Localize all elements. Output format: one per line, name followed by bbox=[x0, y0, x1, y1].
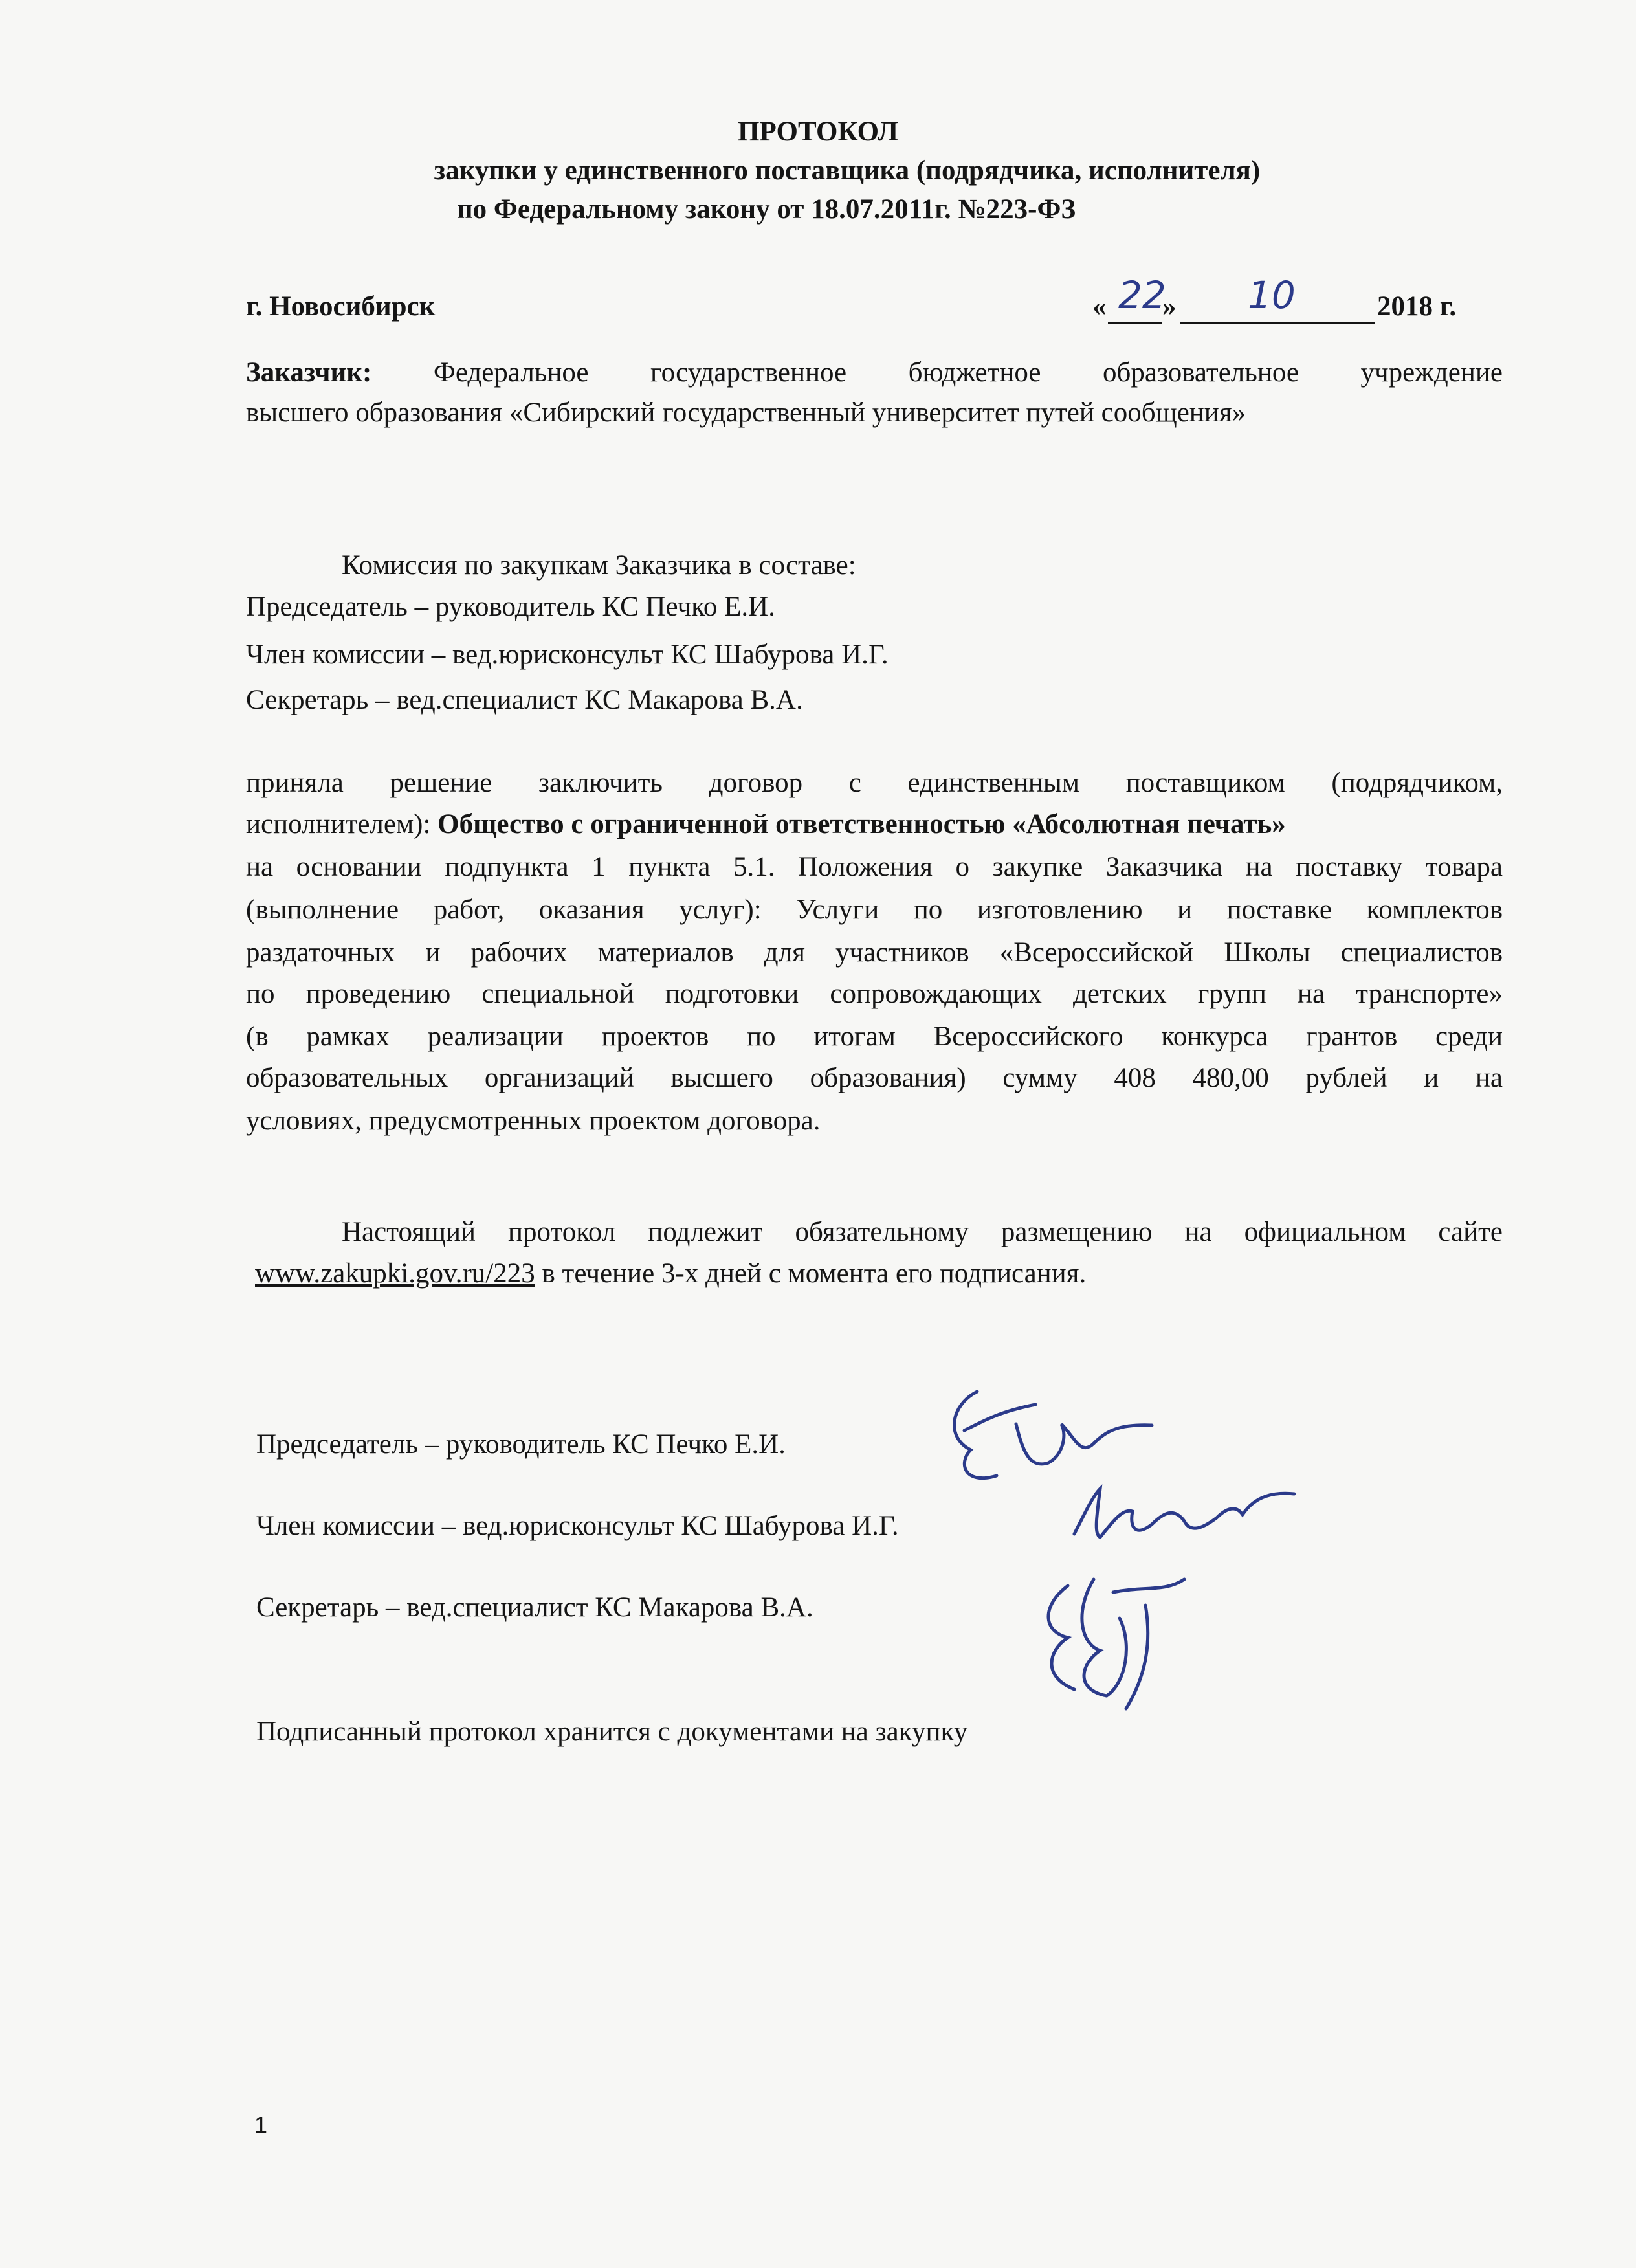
decision-line-7: (в рамках реализации проектов по итогам Всероссийского конкурса грантов среди bbox=[246, 1021, 1503, 1052]
doc-subtitle-1: закупки у единственного поставщика (подрядчика, исполнителя) bbox=[434, 155, 1261, 186]
customer-label: Заказчик: bbox=[246, 357, 372, 388]
decision-prefix: исполнителем): bbox=[246, 809, 431, 839]
date-quote-close: » bbox=[1162, 291, 1177, 322]
doc-title: ПРОТОКОЛ bbox=[738, 117, 898, 147]
decision-line-1: приняла решение заключить договор с единственным поставщиком (подрядчиком, bbox=[246, 768, 1503, 798]
customer-line-1 bbox=[246, 356, 1503, 390]
member-signature-handwritten bbox=[1061, 1482, 1307, 1547]
commission-secretary: Секретарь – вед.специалист КС Макарова В.А. bbox=[246, 685, 803, 715]
commission-member: Член комиссии – вед.юрисконсульт КС Шабурова И.Г. bbox=[246, 639, 889, 670]
decision-line-8: образовательных организаций высшего образования) сумму 408 480,00 рублей и на bbox=[246, 1063, 1503, 1093]
publication-rest: в течение 3-х дней с момента его подписания. bbox=[535, 1258, 1087, 1289]
commission-intro: Комиссия по закупкам Заказчика в составе: bbox=[342, 550, 856, 581]
chair-signature-handwritten bbox=[938, 1366, 1171, 1489]
date-year: 2018 г. bbox=[1377, 291, 1457, 322]
secretary-signature-handwritten bbox=[1016, 1566, 1210, 1715]
signature-member-label: Член комиссии – вед.юрисконсульт КС Шабурова И.Г. bbox=[256, 1511, 899, 1541]
day-underline bbox=[1108, 322, 1162, 324]
customer-text-1: Федеральное государственное бюджетное образовательное учреждение bbox=[433, 357, 1503, 388]
page-number: 1 bbox=[254, 2111, 268, 2138]
publication-line-2 bbox=[255, 1257, 1086, 1291]
decision-line-4: (выполнение работ, оказания услуг): Услуги по изготовлению и поставке комплектов bbox=[246, 895, 1503, 925]
decision-line-9: условиях, предусмотренных проектом договора. bbox=[246, 1106, 821, 1136]
commission-chair: Председатель – руководитель КС Печко Е.И. bbox=[246, 592, 775, 622]
signature-secretary-label: Секретарь – вед.специалист КС Макарова В.А. bbox=[256, 1592, 813, 1623]
date-day-handwritten: 22 bbox=[1118, 273, 1166, 317]
customer-line-2: высшего образования «Сибирский государственный университет путей сообщения» bbox=[246, 397, 1246, 428]
city: г. Новосибирск bbox=[246, 291, 436, 322]
month-underline bbox=[1180, 322, 1375, 324]
decision-line-3: на основании подпункта 1 пункта 5.1. Положения о закупке Заказчика на поставку товара bbox=[246, 852, 1503, 882]
doc-subtitle-2: по Федеральному закону от 18.07.2011г. №223-ФЗ bbox=[456, 194, 1076, 225]
decision-line-5: раздаточных и рабочих материалов для участников «Всероссийской Школы специалистов bbox=[246, 937, 1503, 968]
zakupki-link[interactable]: www.zakupki.gov.ru/223 bbox=[255, 1258, 535, 1289]
publication-line-1: Настоящий протокол подлежит обязательному размещению на официальном сайте bbox=[342, 1217, 1503, 1247]
supplier-name: Общество с ограниченной ответственностью «Абсолютная печать» bbox=[437, 809, 1286, 839]
footer-note: Подписанный протокол хранится с документами на закупку bbox=[256, 1717, 968, 1747]
decision-line-6: по проведению специальной подготовки сопровождающих детских групп на транспорте» bbox=[246, 979, 1503, 1009]
date-month-handwritten: 10 bbox=[1248, 273, 1296, 317]
decision-line-2 bbox=[246, 808, 1286, 841]
signature-chair-label: Председатель – руководитель КС Печко Е.И. bbox=[256, 1429, 786, 1460]
date-block bbox=[1092, 273, 1507, 330]
date-quote-open: « bbox=[1092, 291, 1107, 322]
